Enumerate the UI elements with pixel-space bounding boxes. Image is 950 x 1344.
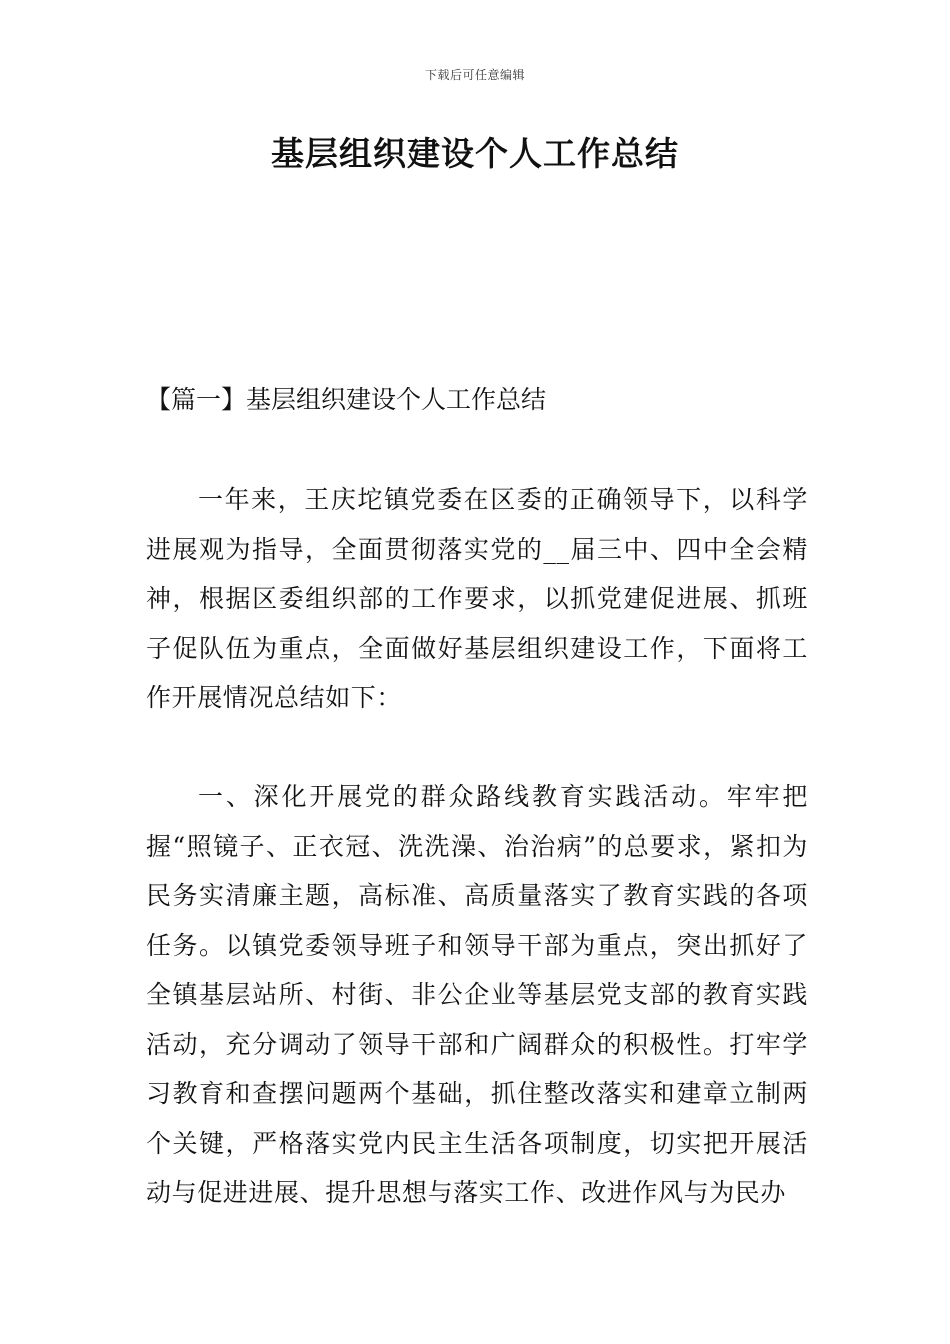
body-paragraph: 一、深化开展党的群众路线教育实践活动。牢牢把握“照镜子、正衣冠、洗洗澡、治治病”的总要求，紧扣为民务实清廉主题，高标准、高质量落实了教育实践的各项任务。以镇党委领导班子和领导干部为重点，突出抓好了全镇基层站所、村街、非公企业等基层党支部的教育实践活动，充分调动了领导干部和广阔群众的积极性。打牢学习教育和查摆问题两个基础，抓住整改落实和建章立制两个关键，严格落实党内民主生活各项制度，切实把开展活动与促进进展、提升思想与落实工作、改进作风与为民办	[146, 782, 808, 1207]
header-note: 下载后可任意编辑	[424, 68, 525, 82]
body-paragraph: 一年来，王庆坨镇党委在区委的正确领导下，以科学进展观为指导，全面贯彻落实党的__届三中、四中全会精神，根据区委组织部的工作要求，以抓党建促进展、抓班子促队伍为重点，全面做好基层组织建设工作，下面将工作开展情况总结如下：	[146, 485, 808, 712]
section-heading: 【篇一】基层组织建设个人工作总结	[146, 385, 547, 414]
document-title: 基层组织建设个人工作总结	[271, 134, 679, 173]
